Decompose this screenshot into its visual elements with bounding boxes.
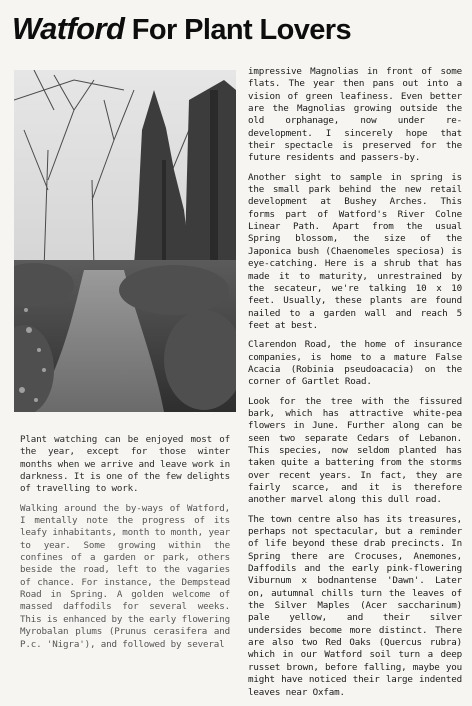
- paragraph: Another sight to sample in spring is the small park behind the new retail development at Bushey Arches. This forms part of Watford's River Colne Linear Path. Apart from the usual Spring blossom, the size of the Japonica bush (Chaenomeles speciosa) is eye-catching. Here is a shrub that has made it to maturity, unrestrained by the secateur, we're talking 10 x 10 feet. Usually, these plants are found nailed to a garden wall and reach 5 feet at best.: [248, 171, 462, 331]
- park-path-photo: [14, 70, 236, 412]
- paragraph: Plant watching can be enjoyed most of the year, except for those winter months when we arrive and leave work in darkness. It is one of the few delights of travelling to work.: [20, 434, 230, 495]
- title-watford: Watford: [12, 11, 125, 46]
- paragraph: impressive Magnolias in front of some flats. The year then pans out into a vision of green leafiness. Even better are the Magnolias growing outside the old orphanage, now under re-development. I sincerely hope that their spectacle is preserved for the future residents and passers-by.: [248, 66, 462, 164]
- article-title: [12, 12, 464, 47]
- paragraph: The town centre also has its treasures, perhaps not spectacular, but a reminder of life beyond these drab precincts. In Spring there are Crocuses, Anemones, Daffodils and the early pink-flowering Viburnum x bodnantense 'Dawn'. Later on, autumnal chills turn the leaves of the Silver Maples (Acer saccharinum) pale yellow, and their silver undersides become more distinct. There are also two Red Oaks (Quercus rubra) which in our Watford soil turn a deep russet brown, before falling, maybe you might have noticed their large indented leaves near Oxfam.: [248, 513, 462, 698]
- paragraph: Look for the tree with the fissured bark, which has attractive white-pea flowers in June. Further along can be seen two separate Cedars of Lebanon. This species, now seldom planted has taken quite a battering from the storms over recent years. In fact, they are fairly scarce, and it is therefore another marvel along this dull road.: [248, 395, 462, 506]
- left-text-column: [20, 434, 230, 658]
- paragraph: Walking around the by-ways of Watford, I mentally note the progress of its leafy inhabitants, month to month, year to year. Some growing within the confines of a garden or park, others beside the road, left to the vagaries of chance. For instance, the Dempstead Road in Spring. A golden welcome of massed daffodils for several weeks. This is enhanced by the early flowering Myrobalan plums (Prunus cerasifera and P.c. 'Nigra'), and followed by several: [20, 502, 230, 650]
- right-text-column: [248, 66, 462, 706]
- title-rest: For Plant Lovers: [124, 14, 352, 46]
- paragraph: Clarendon Road, the home of insurance companies, is home to a mature False Acacia (Robinia pseudoacacia) on the corner of Gartlet Road.: [248, 339, 462, 388]
